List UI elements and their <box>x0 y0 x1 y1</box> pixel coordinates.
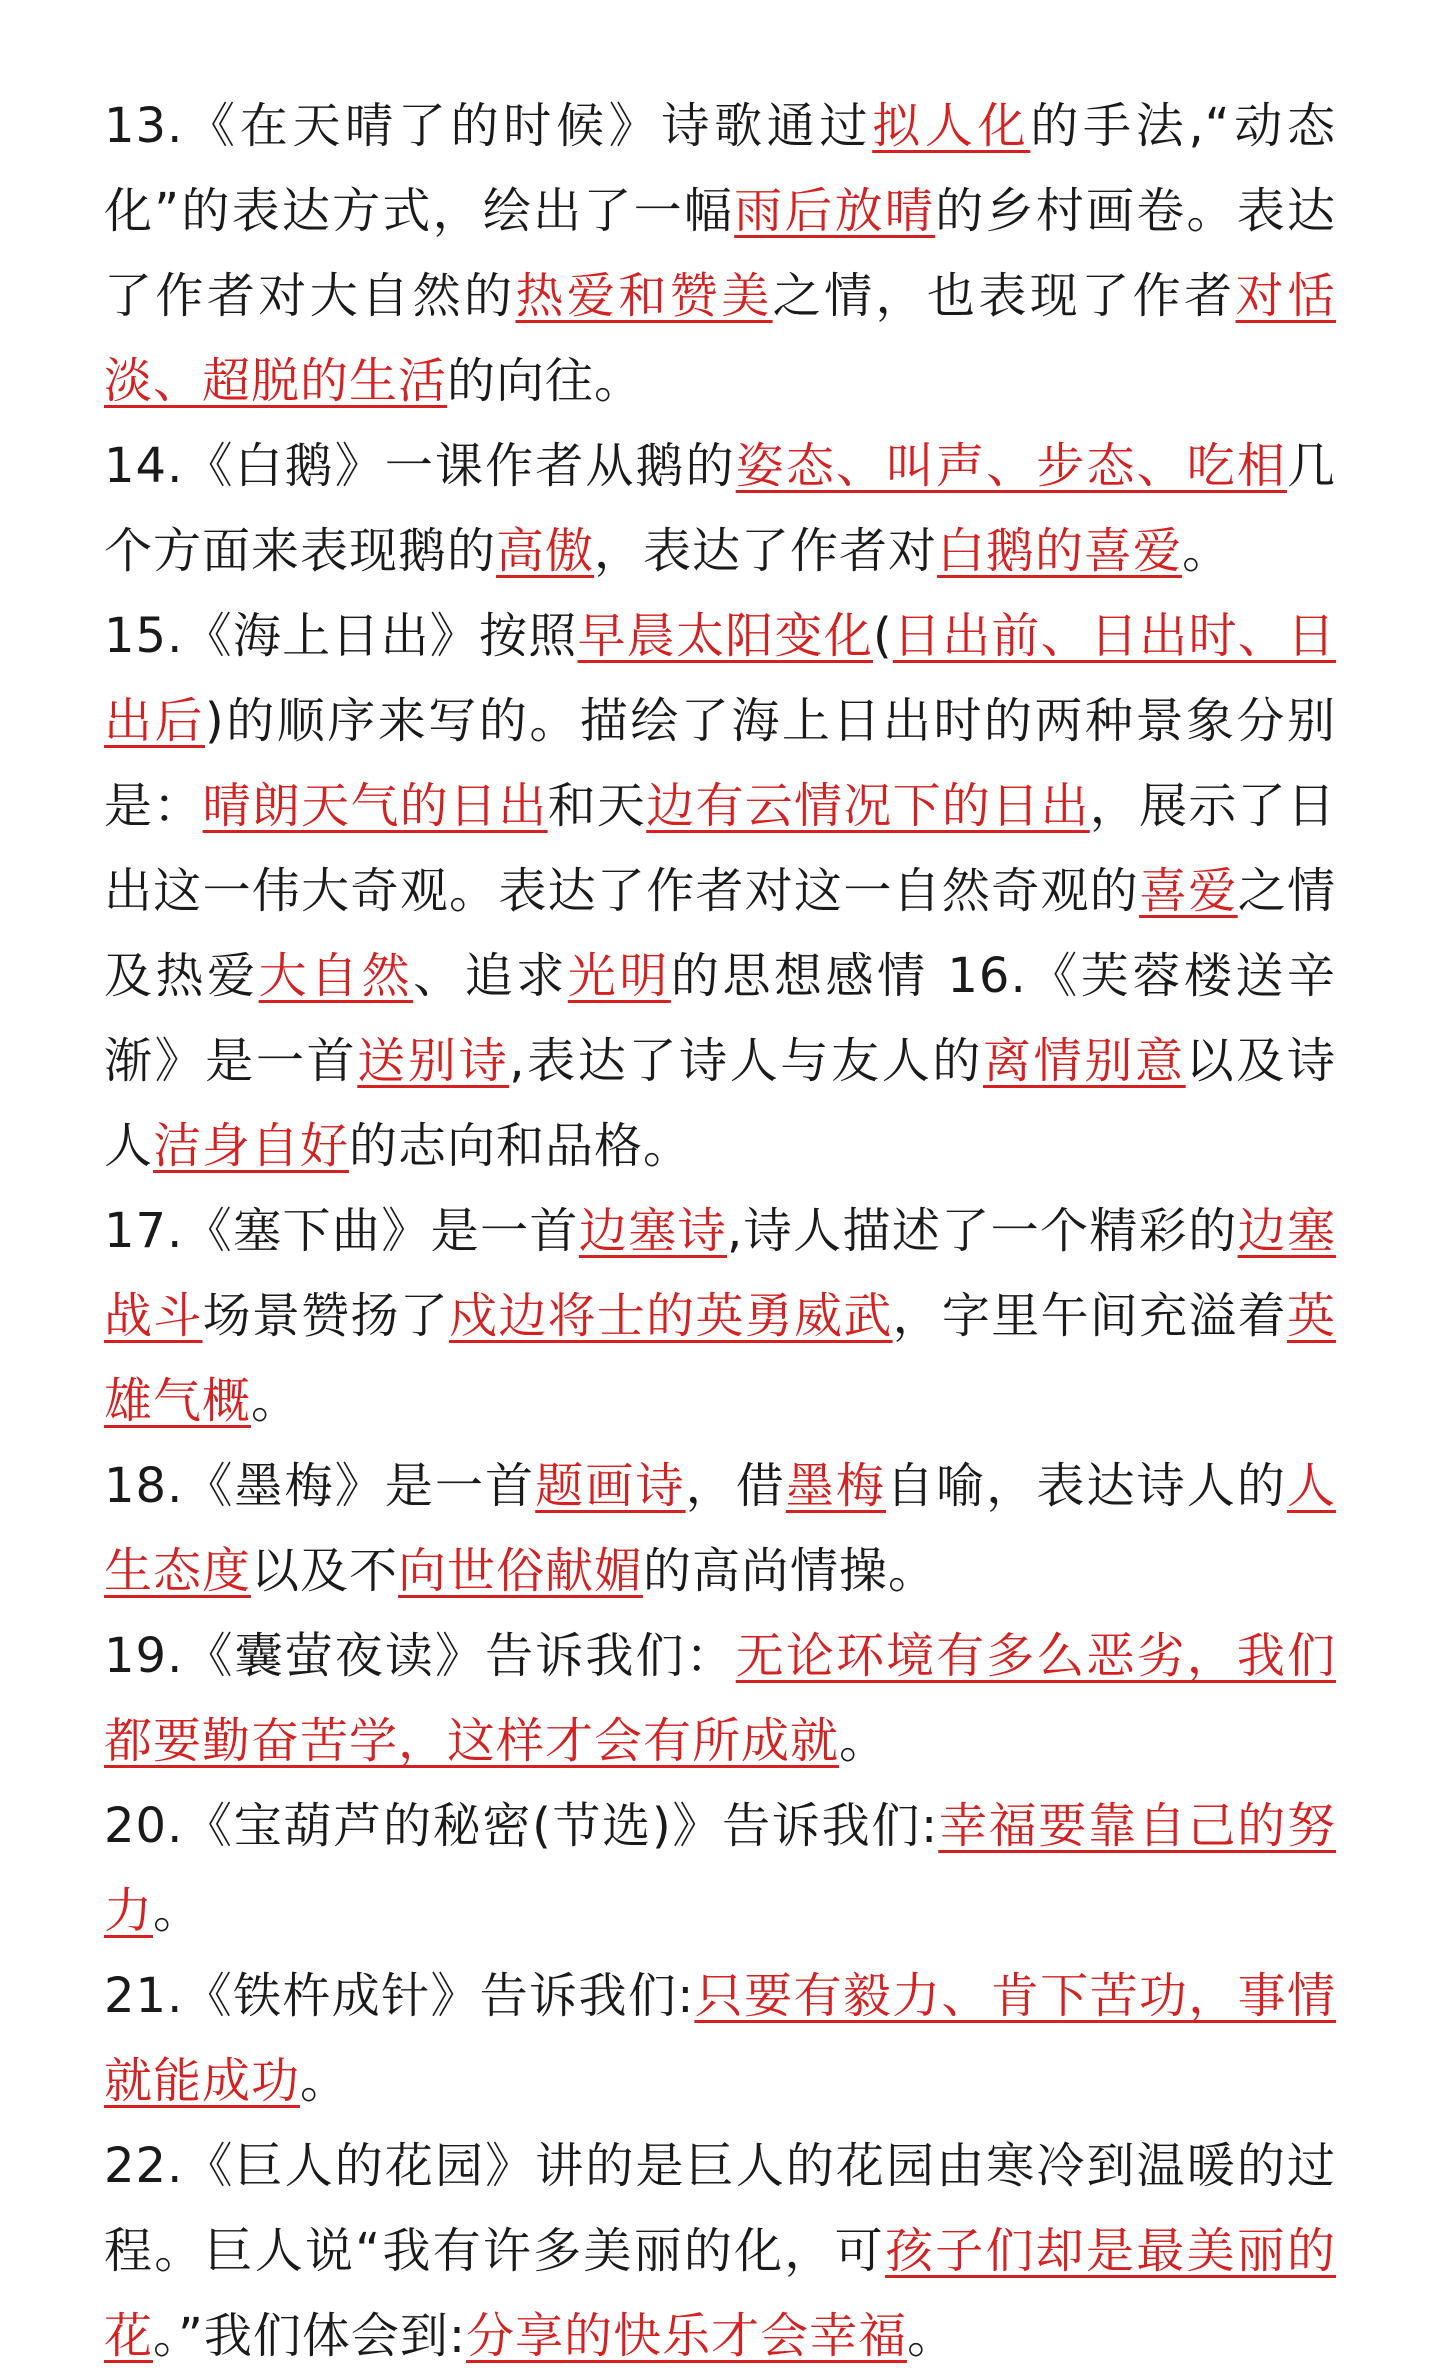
answer-key-text <box>104 84 1336 2379</box>
item-paragraph <box>104 1189 1336 1444</box>
body-text: 。”我们体会到: <box>153 2308 467 2364</box>
item-paragraph <box>104 84 1336 424</box>
body-text: 。 <box>300 2053 350 2109</box>
body-text: 21.《铁杵成针》告诉我们: <box>104 1968 695 2024</box>
body-text: ( <box>873 608 893 664</box>
answer-text: 高傲 <box>496 523 595 579</box>
body-text: ,诗人描述了一个精彩的 <box>727 1203 1238 1259</box>
body-text: 的手法,“动态化”的表达方式，绘出了一幅 <box>104 98 1336 239</box>
body-text: 、追求 <box>413 948 568 1004</box>
answer-text: 题画诗 <box>535 1458 686 1514</box>
answer-text: 洁身自好 <box>153 1118 350 1174</box>
item-paragraph <box>104 424 1336 594</box>
body-text: 以及不 <box>251 1543 399 1599</box>
body-text: 14.《白鹅》一课作者从鹅的 <box>104 438 736 494</box>
answer-text: 送别诗 <box>357 1033 510 1089</box>
answer-text: 日出前、日出时、日出后 <box>104 608 1336 749</box>
body-text: 。 <box>153 1883 203 1939</box>
body-text: 20.《宝葫芦的秘密(节选)》告诉我们: <box>104 1798 939 1854</box>
answer-text: 晴朗天气的日出 <box>202 778 548 834</box>
body-text: 。 <box>839 1713 889 1769</box>
body-text: 的高尚情操。 <box>643 1543 938 1599</box>
body-text: 场景赞扬了 <box>202 1288 450 1344</box>
answer-text: 拟人化 <box>872 98 1031 154</box>
body-text: 之情及热爱 <box>104 863 1336 1004</box>
answer-text: 喜爱 <box>1139 863 1238 919</box>
answer-text: 离情别意 <box>983 1033 1186 1089</box>
body-text: ，表达了作者对 <box>594 523 938 579</box>
answer-text: 孩子们却是最美丽的花 <box>104 2223 1336 2364</box>
body-text: 的乡村画卷。表达了作者对大自然的 <box>104 183 1336 324</box>
body-text: 17.《塞下曲》是一首 <box>104 1203 579 1259</box>
body-text: 的志向和品格。 <box>349 1118 693 1174</box>
body-text: ，借 <box>685 1458 786 1514</box>
body-text: 18.《墨梅》是一首 <box>104 1458 536 1514</box>
body-text: 。 <box>251 1373 301 1429</box>
answer-text: 向世俗献媚 <box>398 1543 644 1599</box>
answer-text: 幸福要靠自己的努力 <box>104 1798 1336 1939</box>
item-paragraph <box>104 594 1336 1189</box>
answer-text: 分享的快乐才会幸福 <box>466 2308 908 2364</box>
body-text: 22.《巨人的花园》讲的是巨人的花园由寒冷到温暖的过程。巨人说“我有许多美丽的化，可 <box>104 2138 1336 2279</box>
item-paragraph <box>104 1444 1336 1614</box>
body-text: 13.《在天晴了的时候》诗歌通过 <box>104 98 873 154</box>
body-text: 19.《囊萤夜读》告诉我们： <box>104 1628 736 1684</box>
answer-text: 墨梅 <box>785 1458 887 1514</box>
body-text: 以及诗人 <box>104 1033 1336 1174</box>
item-paragraph <box>104 1614 1336 1784</box>
body-text: 的向往。 <box>447 353 644 409</box>
answer-text: 早晨太阳变化 <box>577 608 874 664</box>
body-text: 的思想感情 16.《芙蓉楼送辛渐》是一首 <box>104 948 1336 1089</box>
answer-text: 英雄气概 <box>104 1288 1336 1429</box>
answer-text: 雨后放晴 <box>734 183 936 239</box>
answer-text: 光明 <box>567 948 671 1004</box>
answer-text: 对恬淡、超脱的生活 <box>104 268 1336 409</box>
body-text: 之情，也表现了作者 <box>772 268 1236 324</box>
body-text: 自喻，表达诗人的 <box>886 1458 1287 1514</box>
body-text: 和天 <box>547 778 647 834</box>
answer-text: 只要有毅力、肯下苦功，事情就能成功 <box>104 1968 1336 2109</box>
item-paragraph <box>104 1784 1336 1954</box>
body-text: ，字里午间充溢着 <box>892 1288 1287 1344</box>
item-paragraph <box>104 2124 1336 2379</box>
answer-text: 无论环境有多么恶劣，我们都要勤奋苦学，这样才会有所成就 <box>104 1628 1336 1769</box>
body-text: ,表达了诗人与友人的 <box>509 1033 984 1089</box>
body-text: 。 <box>907 2308 957 2364</box>
answer-text: 人生态度 <box>104 1458 1336 1599</box>
answer-text: 白鹅的喜爱 <box>937 523 1183 579</box>
answer-text: 姿态、叫声、步态、吃相 <box>735 438 1287 494</box>
item-paragraph <box>104 1954 1336 2124</box>
answer-text: 边塞战斗 <box>104 1203 1336 1344</box>
answer-text: 大自然 <box>258 948 414 1004</box>
answer-text: 边塞诗 <box>578 1203 728 1259</box>
body-text: 。 <box>1182 523 1232 579</box>
answer-text: 戍边将士的英勇威武 <box>449 1288 893 1344</box>
answer-text: 边有云情况下的日出 <box>646 778 1090 834</box>
body-text: 几个方面来表现鹅的 <box>104 438 1336 579</box>
body-text: ，展示了日出这一伟大奇观。表达了作者对这一自然奇观的 <box>104 778 1336 919</box>
body-text: )的顺序来写的。描绘了海上日出时的两种景象分别是： <box>104 693 1336 834</box>
body-text: 15.《海上日出》按照 <box>104 608 578 664</box>
answer-text: 热爱和赞美 <box>515 268 773 324</box>
